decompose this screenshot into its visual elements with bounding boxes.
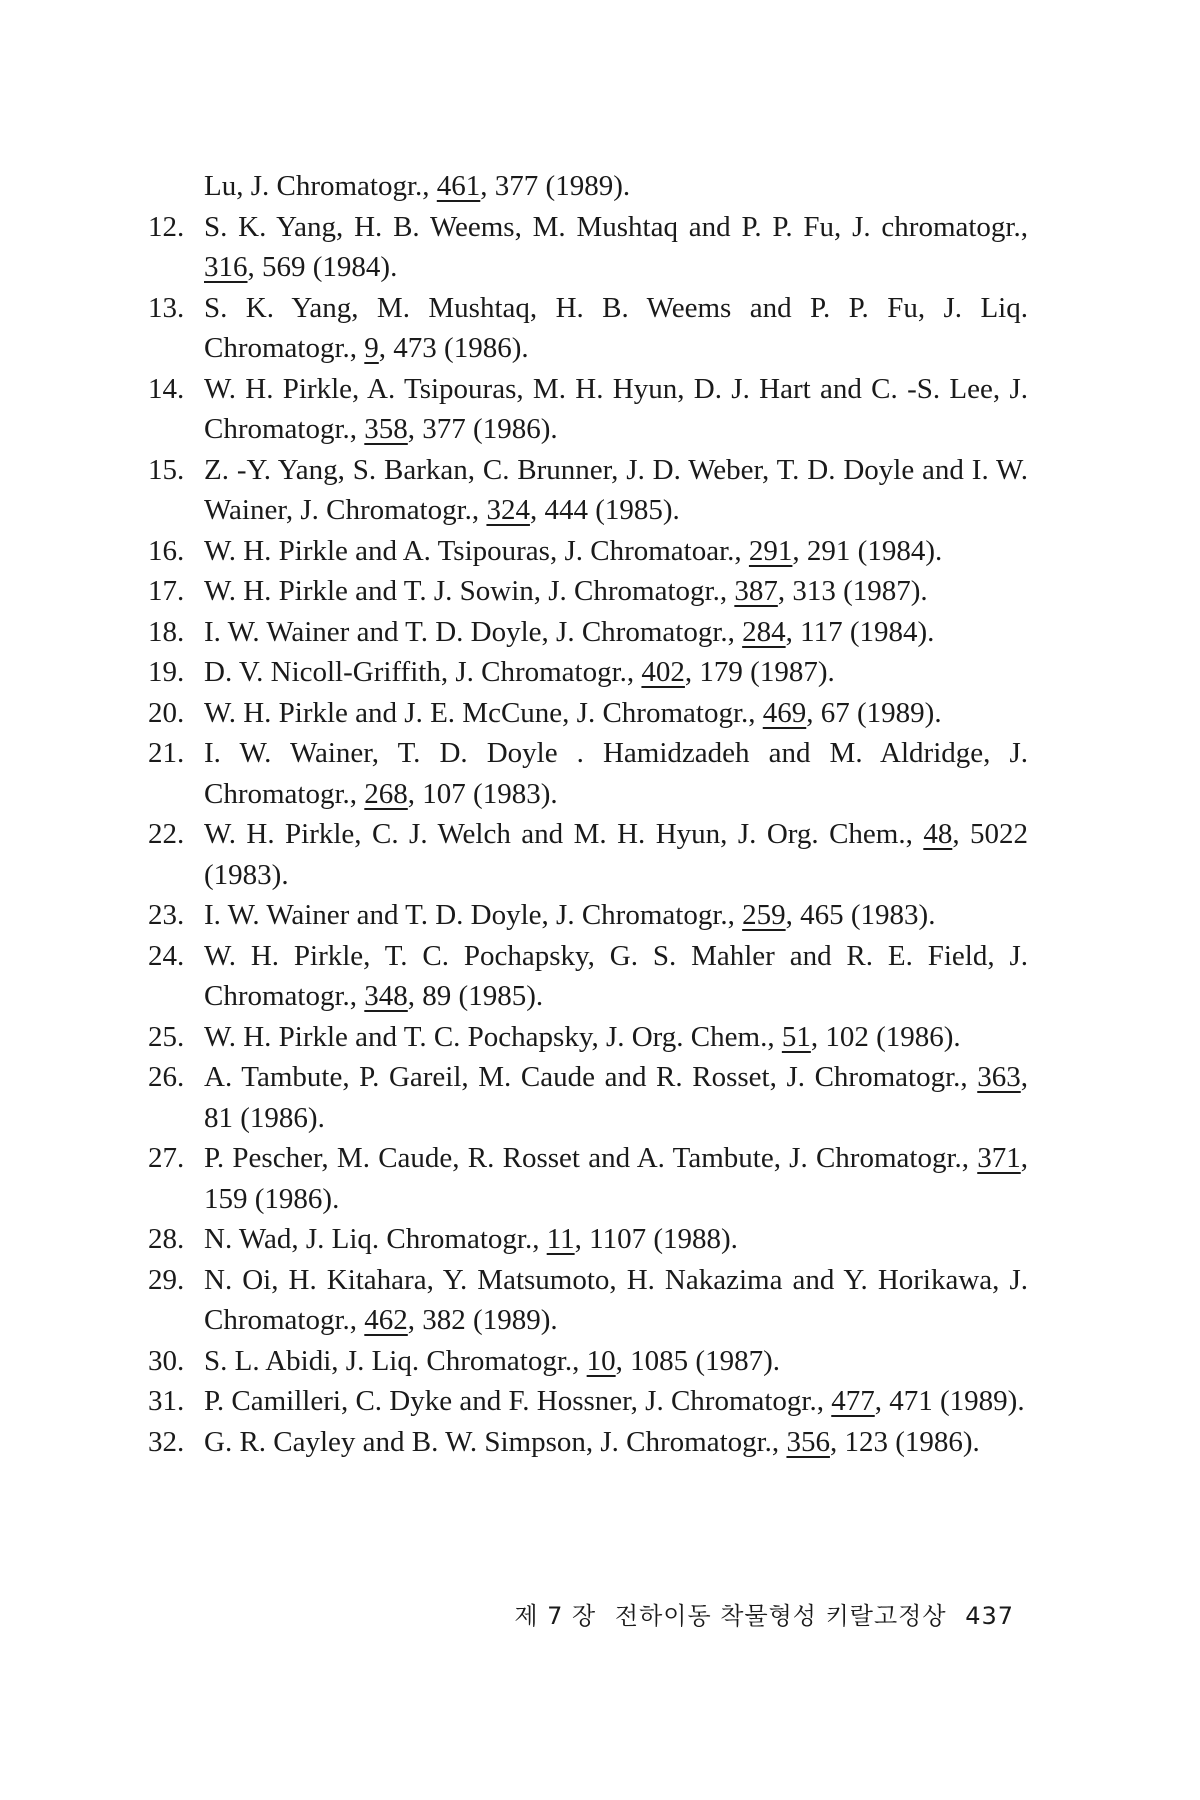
reference-pages-year: , 471 (1989). [874, 1385, 1025, 1417]
reference-citation: S. K. Yang, M. Mushtaq, H. B. Weems and P. P. Fu, J. Liq. Chromatogr., [204, 291, 1028, 364]
reference-text [186, 1057, 1028, 1138]
reference-pages-year: , 159 (1986). [204, 1142, 1028, 1215]
reference-pages-year: , 465 (1983). [785, 899, 936, 931]
reference-text [186, 450, 1028, 531]
reference-number: 25. [148, 1020, 185, 1053]
reference-entry [148, 288, 1028, 369]
reference-text [186, 693, 1028, 734]
reference-text [186, 166, 1028, 207]
reference-volume: 461 [436, 170, 481, 202]
reference-citation: W. H. Pirkle and J. E. McCune, J. Chromatogr., [204, 696, 763, 729]
reference-entry [148, 207, 1028, 288]
reference-citation: Lu, J. Chromatogr., [204, 170, 437, 202]
reference-number: 31. [148, 1385, 185, 1417]
reference-entry [148, 612, 1028, 653]
reference-citation: Z. -Y. Yang, S. Barkan, C. Brunner, J. D. Weber, T. D. Doyle and I. W. Wainer, J. Chromatogr., [204, 453, 1028, 526]
reference-citation: S. L. Abidi, J. Liq. Chromatogr., [204, 1344, 587, 1377]
reference-entry [148, 1381, 1028, 1422]
reference-pages-year: , 1085 (1987). [615, 1344, 780, 1377]
page-number: 437 [965, 1602, 1014, 1630]
reference-volume: 316 [204, 251, 248, 283]
reference-pages-year: , 117 (1984). [785, 615, 935, 648]
reference-volume: 348 [364, 980, 408, 1012]
reference-entry [148, 693, 1028, 734]
reference-entry [148, 571, 1028, 612]
reference-entry [148, 814, 1028, 895]
reference-text [186, 1017, 1028, 1058]
reference-pages-year: , 123 (1986). [829, 1425, 980, 1458]
reference-number: 23. [148, 899, 185, 931]
reference-citation: S. K. Yang, H. B. Weems, M. Mushtaq and P. P. Fu, J. chromatogr., [204, 210, 1028, 243]
reference-volume: 477 [831, 1385, 875, 1417]
reference-number: 18. [148, 615, 185, 648]
reference-number: 12. [148, 210, 185, 243]
reference-text [186, 1341, 1028, 1382]
footer-chapter: 제 7 장 [514, 1602, 597, 1630]
reference-number: 26. [148, 1061, 185, 1093]
reference-pages-year: , 102 (1986). [810, 1020, 961, 1053]
reference-volume: 9 [364, 332, 379, 364]
reference-entry [148, 1017, 1028, 1058]
reference-entry [148, 531, 1028, 572]
reference-volume: 268 [364, 777, 408, 810]
reference-volume: 462 [364, 1304, 408, 1336]
reference-volume: 387 [734, 575, 778, 607]
reference-pages-year: , 1107 (1988). [574, 1223, 738, 1255]
reference-citation: A. Tambute, P. Gareil, M. Caude and R. Rosset, J. Chromatogr., [204, 1061, 978, 1093]
reference-citation: N. Oi, H. Kitahara, Y. Matsumoto, H. Nakazima and Y. Horikawa, J. Chromatogr., [204, 1263, 1028, 1336]
reference-number: 24. [148, 939, 185, 972]
reference-entry [148, 895, 1028, 936]
reference-text [186, 612, 1028, 653]
reference-citation: W. H. Pirkle and A. Tsipouras, J. Chromatoar., [204, 534, 749, 567]
reference-text [186, 1219, 1028, 1260]
reference-entry [148, 1057, 1028, 1138]
reference-citation: P. Camilleri, C. Dyke and F. Hossner, J. Chromatogr., [204, 1385, 832, 1417]
reference-pages-year: , 67 (1989). [806, 696, 942, 729]
page-footer [504, 1596, 1014, 1631]
reference-volume: 371 [977, 1142, 1021, 1174]
reference-text [186, 652, 1028, 693]
reference-pages-year: , 313 (1987). [777, 575, 928, 607]
reference-number: 22. [148, 818, 185, 850]
reference-number: 17. [148, 575, 185, 607]
reference-number: 27. [148, 1142, 185, 1174]
reference-text [186, 936, 1028, 1017]
reference-citation: W. H. Pirkle, A. Tsipouras, M. H. Hyun, D. J. Hart and C. -S. Lee, J. Chromatogr., [204, 372, 1028, 445]
reference-volume: 469 [762, 696, 807, 729]
reference-text [186, 531, 1028, 572]
reference-number: 28. [148, 1223, 185, 1255]
reference-citation: W. H. Pirkle and T. C. Pochapsky, J. Org. Chem., [204, 1020, 782, 1053]
reference-pages-year: , 89 (1985). [407, 980, 544, 1012]
reference-text [186, 571, 1028, 612]
reference-citation: D. V. Nicoll-Griffith, J. Chromatogr., [204, 656, 642, 688]
reference-entry [148, 936, 1028, 1017]
reference-text [186, 733, 1028, 814]
reference-number: 29. [148, 1263, 185, 1296]
reference-volume: 291 [748, 534, 793, 567]
reference-pages-year: , 377 (1986). [407, 413, 558, 445]
reference-text [186, 1138, 1028, 1219]
reference-volume: 51 [781, 1020, 811, 1053]
reference-volume: 358 [364, 413, 408, 445]
reference-text [186, 1260, 1028, 1341]
reference-pages-year: , 5022 (1983). [204, 818, 1029, 891]
reference-number: 14. [148, 372, 185, 405]
reference-entry [148, 733, 1028, 814]
reference-entry [148, 166, 1028, 207]
reference-volume: 363 [977, 1061, 1021, 1093]
reference-citation: W. H. Pirkle, T. C. Pochapsky, G. S. Mahler and R. E. Field, J. Chromatogr., [204, 939, 1028, 1012]
reference-pages-year: , 569 (1984). [247, 251, 398, 283]
reference-text [186, 369, 1028, 450]
reference-pages-year: , 107 (1983). [407, 777, 558, 810]
reference-citation: W. H. Pirkle and T. J. Sowin, J. Chromatogr., [204, 575, 735, 607]
reference-pages-year: , 179 (1987). [684, 656, 835, 688]
reference-number: 19. [148, 656, 185, 688]
reference-text [186, 1422, 1028, 1463]
reference-text [186, 288, 1028, 369]
reference-text [186, 1381, 1028, 1422]
reference-volume: 356 [786, 1425, 830, 1458]
reference-pages-year: , 377 (1989). [480, 170, 631, 202]
reference-entry [148, 369, 1028, 450]
reference-pages-year: , 81 (1986). [204, 1061, 1028, 1134]
reference-citation: W. H. Pirkle, C. J. Welch and M. H. Hyun, J. Org. Chem., [204, 818, 924, 850]
reference-pages-year: , 291 (1984). [792, 534, 943, 567]
reference-citation: N. Wad, J. Liq. Chromatogr., [204, 1223, 547, 1255]
reference-citation: I. W. Wainer and T. D. Doyle, J. Chromatogr., [204, 899, 743, 931]
footer-title: 전하이동 착물형성 키랄고정상 [614, 1602, 947, 1630]
reference-text [186, 895, 1028, 936]
reference-citation: I. W. Wainer and T. D. Doyle, J. Chromatogr., [204, 615, 743, 648]
reference-entry [148, 1138, 1028, 1219]
reference-entry [148, 1260, 1028, 1341]
reference-number: 15. [148, 453, 185, 486]
reference-pages-year: , 444 (1985). [529, 494, 680, 526]
reference-entry [148, 652, 1028, 693]
reference-volume: 402 [641, 656, 685, 688]
reference-volume: 10 [586, 1344, 616, 1377]
reference-citation: I. W. Wainer, T. D. Doyle . Hamidzadeh and M. Aldridge, J. Chromatogr., [204, 737, 1028, 810]
reference-entry [148, 1219, 1028, 1260]
reference-list [148, 166, 1028, 1462]
reference-citation: G. R. Cayley and B. W. Simpson, J. Chromatogr., [204, 1425, 787, 1458]
reference-number: 21. [148, 737, 185, 769]
reference-citation: P. Pescher, M. Caude, R. Rosset and A. Tambute, J. Chromatogr., [204, 1142, 978, 1174]
reference-number: 13. [148, 291, 185, 324]
reference-entry [148, 450, 1028, 531]
reference-pages-year: , 473 (1986). [378, 332, 529, 364]
reference-pages-year: , 382 (1989). [407, 1304, 558, 1336]
reference-volume: 324 [486, 494, 530, 526]
reference-number: 20. [148, 696, 185, 729]
reference-entry [148, 1341, 1028, 1382]
reference-volume: 48 [923, 818, 953, 850]
reference-entry [148, 1422, 1028, 1463]
reference-text [186, 814, 1028, 895]
reference-volume: 259 [742, 899, 786, 931]
reference-volume: 284 [742, 615, 786, 648]
reference-text [186, 207, 1028, 288]
reference-number: 16. [148, 534, 185, 567]
reference-number: 32. [148, 1425, 185, 1458]
reference-number: 30. [148, 1344, 185, 1377]
reference-volume: 11 [546, 1223, 575, 1255]
